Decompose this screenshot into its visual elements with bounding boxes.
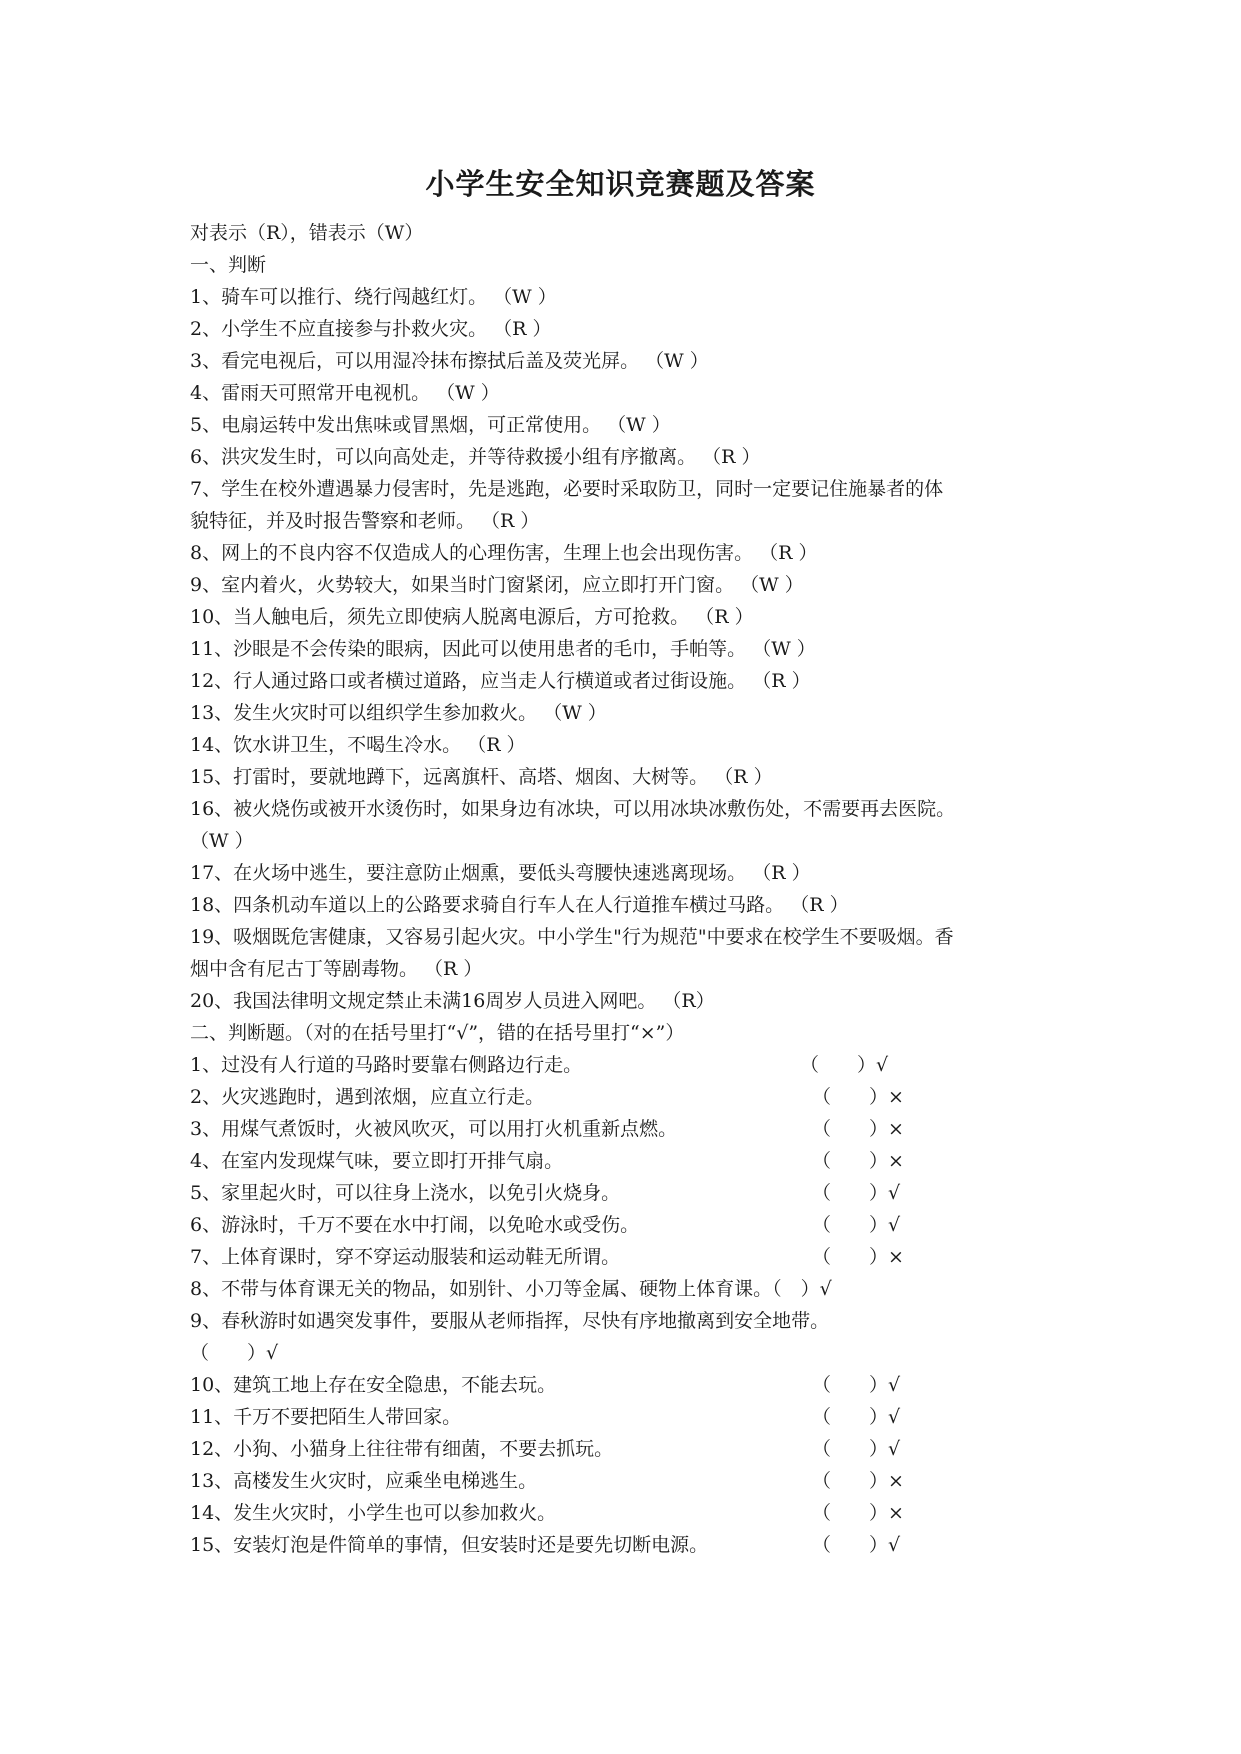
s1-line: 19、吸烟既危害健康，又容易引起火灾。中小学生"行为规范"中要求在校学生不要吸烟。香 [190,926,954,948]
s1-line: 16、被火烧伤或被开水烫伤时，如果身边有冰块，可以用冰块冰敷伤处，不需要再去医院。 [190,798,956,820]
s2-question: 8、不带与体育课无关的物品，如别针、小刀等金属、硬物上体育课。（ ）√ [190,1278,832,1300]
s1-line: 14、饮水讲卫生，不喝生冷水。 （R ） [190,734,526,756]
s2-question: 2、火灾逃跑时，遇到浓烟，应直立行走。 [190,1086,545,1108]
s2-question: （ ）√ [190,1342,279,1364]
s2-question: 13、高楼发生火灾时，应乘坐电梯逃生。 [190,1470,538,1492]
legend-text: 对表示（R），错表示（W） [190,222,424,244]
s1-line: 9、室内着火，火势较大，如果当时门窗紧闭，应立即打开门窗。 （W ） [190,574,804,596]
s1-line: 13、发生火灾时可以组织学生参加救火。 （W ） [190,702,607,724]
s2-answer: （ ）× [812,1246,904,1268]
s2-answer: （ ）× [812,1150,904,1172]
s1-line: 1、骑车可以推行、绕行闯越红灯。 （W ） [190,286,557,308]
s1-line: 4、雷雨天可照常开电视机。 （W ） [190,382,500,404]
s2-answer: （ ）√ [800,1054,889,1076]
s2-answer: （ ）√ [812,1182,901,1204]
s1-line: 10、当人触电后，须先立即使病人脱离电源后，方可抢救。 （R ） [190,606,754,628]
s2-answer: （ ）√ [812,1406,901,1428]
s2-answer: （ ）√ [812,1534,901,1556]
s1-line: 2、小学生不应直接参与扑救火灾。 （R ） [190,318,552,340]
s2-answer: （ ）× [812,1502,904,1524]
s2-question: 14、发生火灾时，小学生也可以参加救火。 [190,1502,557,1524]
s2-question: 6、游泳时，千万不要在水中打闹，以免呛水或受伤。 [190,1214,640,1236]
s2-question: 10、建筑工地上存在安全隐患，不能去玩。 [190,1374,557,1396]
s2-answer: （ ）× [812,1086,904,1108]
s1-line: 17、在火场中逃生，要注意防止烟熏，要低头弯腰快速逃离现场。 （R ） [190,862,811,884]
s2-question: 9、春秋游时如遇突发事件，要服从老师指挥，尽快有序地撤离到安全地带。 [190,1310,830,1332]
page-title: 小学生安全知识竞赛题及答案 [425,167,816,201]
s2-answer: （ ）× [812,1118,904,1140]
s2-question: 5、家里起火时，可以往身上浇水，以免引火烧身。 [190,1182,621,1204]
s1-line: 15、打雷时，要就地蹲下，远离旗杆、高塔、烟囱、大树等。 （R ） [190,766,773,788]
section2-heading: 二、判断题。（对的在括号里打“√”，错的在括号里打“×”） [190,1022,685,1044]
s1-line: （W ） [190,830,254,852]
s1-line: 烟中含有尼古丁等剧毒物。 （R ） [190,958,483,980]
s1-line: 6、洪灾发生时，可以向高处走，并等待救援小组有序撤离。 （R ） [190,446,761,468]
s2-question: 7、上体育课时，穿不穿运动服装和运动鞋无所谓。 [190,1246,621,1268]
s1-line: 5、电扇运转中发出焦味或冒黑烟，可正常使用。 （W ） [190,414,671,436]
s1-line: 18、四条机动车道以上的公路要求骑自行车人在人行道推车横过马路。 （R ） [190,894,849,916]
s2-answer: （ ）× [812,1470,904,1492]
s1-line: 11、沙眼是不会传染的眼病，因此可以使用患者的毛巾，手帕等。 （W ） [190,638,816,660]
s2-answer: （ ）√ [812,1374,901,1396]
s2-question: 15、安装灯泡是件简单的事情，但安装时还是要先切断电源。 [190,1534,709,1556]
s2-answer: （ ）√ [812,1438,901,1460]
section1-heading: 一、判断 [190,254,267,276]
s2-question: 11、千万不要把陌生人带回家。 [190,1406,462,1428]
s2-question: 3、用煤气煮饭时，火被风吹灭，可以用打火机重新点燃。 [190,1118,678,1140]
s2-question: 4、在室内发现煤气味，要立即打开排气扇。 [190,1150,564,1172]
s1-line: 20、我国法律明文规定禁止未满16周岁人员进入网吧。 （R） [190,990,715,1012]
s1-line: 貌特征，并及时报告警察和老师。 （R ） [190,510,540,532]
s1-line: 7、学生在校外遭遇暴力侵害时，先是逃跑，必要时采取防卫，同时一定要记住施暴者的体 [190,478,944,500]
s2-question: 1、过没有人行道的马路时要靠右侧路边行走。 [190,1054,583,1076]
s1-line: 3、看完电视后，可以用湿冷抹布擦拭后盖及荧光屏。 （W ） [190,350,709,372]
s2-answer: （ ）√ [812,1214,901,1236]
s1-line: 12、行人通过路口或者横过道路，应当走人行横道或者过街设施。 （R ） [190,670,811,692]
s1-line: 8、网上的不良内容不仅造成人的心理伤害，生理上也会出现伤害。 （R ） [190,542,818,564]
s2-question: 12、小狗、小猫身上往往带有细菌，不要去抓玩。 [190,1438,614,1460]
